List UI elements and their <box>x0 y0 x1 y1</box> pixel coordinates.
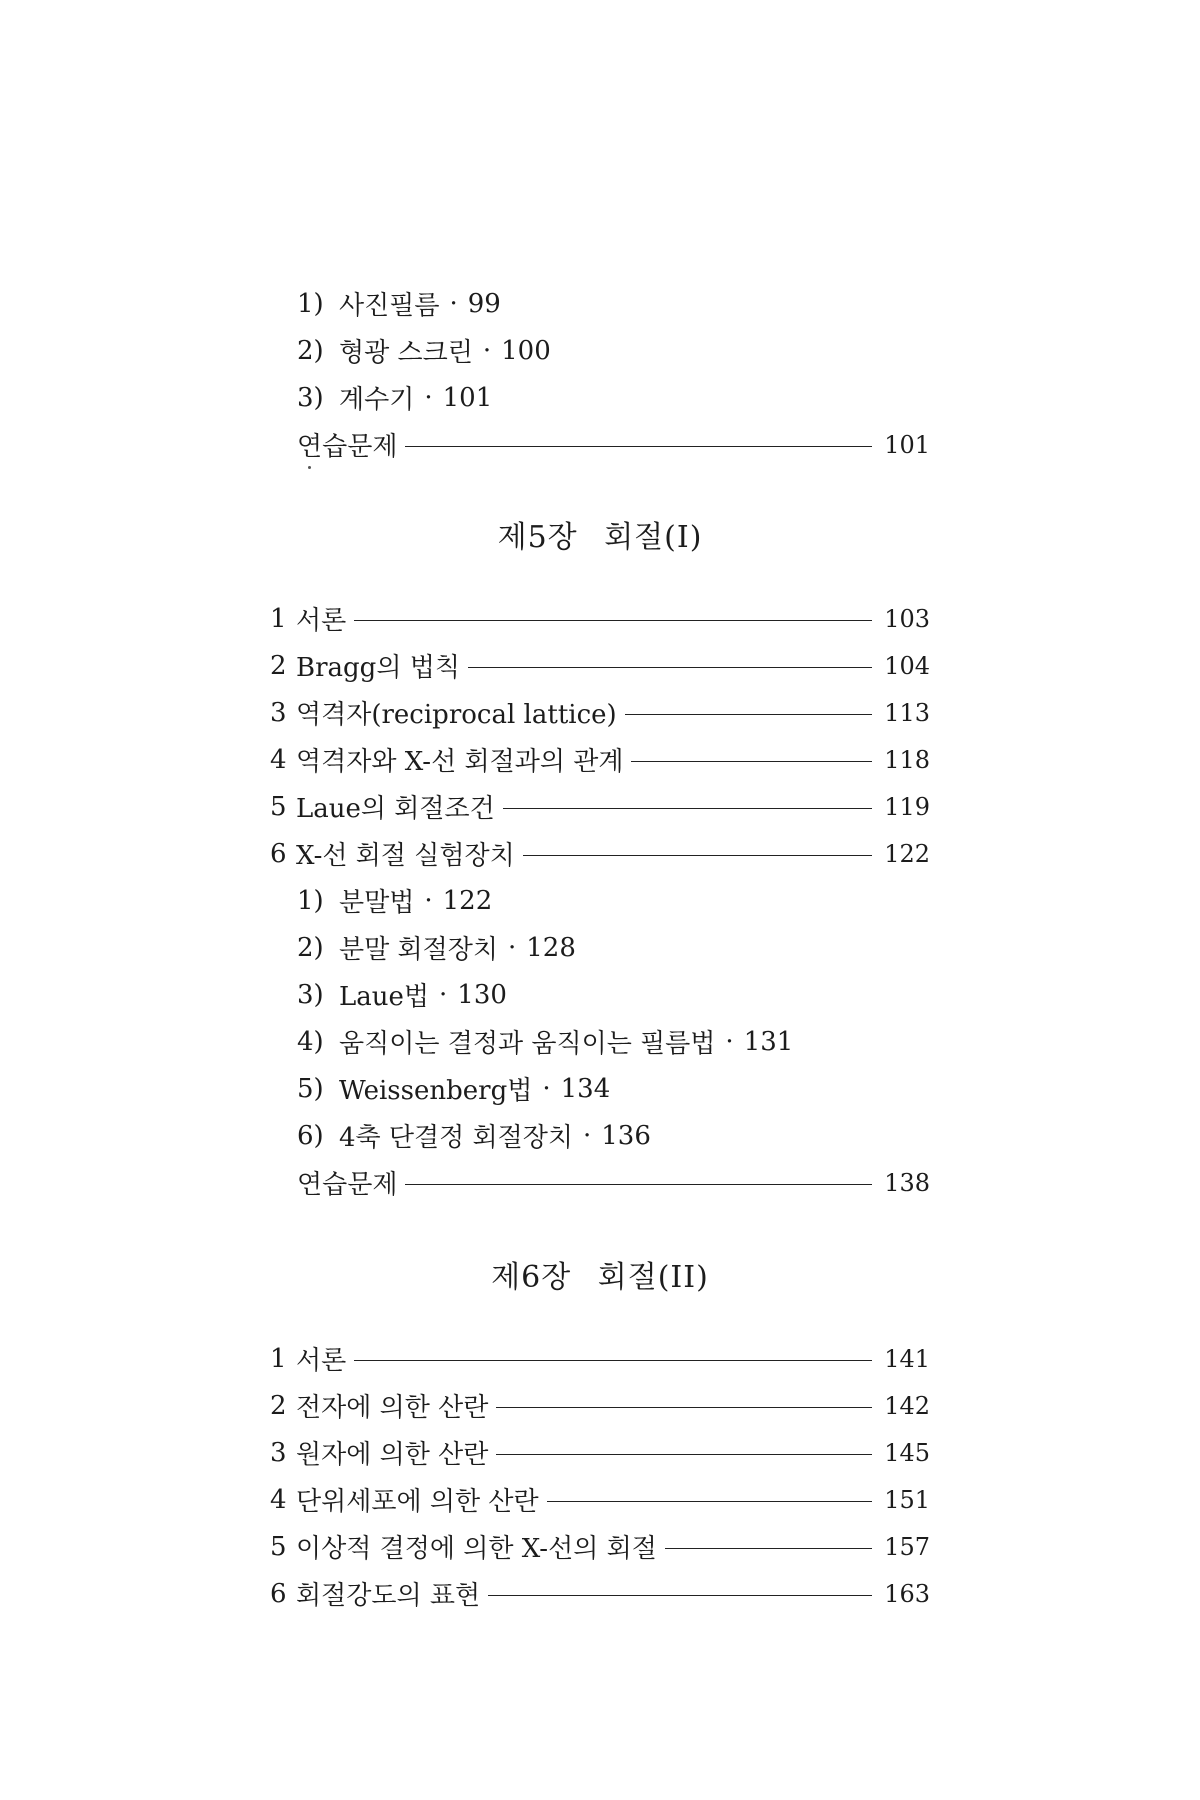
entry-page-number: 145 <box>884 1438 930 1467</box>
subitem-number: 2) <box>297 932 324 963</box>
entry-page-number: 138 <box>884 1168 930 1197</box>
leader-line <box>354 620 872 621</box>
subitem-page: 136 <box>601 1120 651 1151</box>
entry-label: 역격자(reciprocal lattice) <box>296 700 617 730</box>
toc-entry[interactable] <box>0 1429 1200 1476</box>
exercise-label: 연습문제 <box>297 1170 398 1200</box>
toc-subitem[interactable] <box>0 1065 1200 1112</box>
toc-subitem[interactable] <box>0 1018 1200 1065</box>
toc-entry[interactable] <box>0 830 1200 877</box>
chapter-5-heading <box>0 512 1200 556</box>
entry-page-number: 104 <box>884 651 930 680</box>
entry-page-number: 151 <box>884 1485 930 1514</box>
leader-line <box>631 761 872 762</box>
bullet-separator: · <box>583 1120 592 1151</box>
subitem-page: 134 <box>560 1073 611 1104</box>
subitem-page: 130 <box>457 979 507 1010</box>
toc-entry[interactable] <box>0 642 1200 689</box>
subitem-page: 99 <box>467 288 501 319</box>
entry-page-number: 122 <box>884 839 930 868</box>
subitem-label: Laue법 <box>339 982 430 1012</box>
entry-label: 전자에 의한 산란 <box>296 1393 489 1423</box>
bullet-separator: · <box>542 1073 551 1104</box>
entry-number: 1 <box>270 603 287 634</box>
toc-exercise-entry[interactable] <box>0 1159 1200 1206</box>
entry-label: 이상적 결정에 의한 X-선의 회절 <box>296 1534 657 1564</box>
exercise-label: 연습문제 <box>297 432 398 462</box>
entry-number: 3 <box>270 1437 287 1468</box>
subitem-label: 분말법 <box>339 888 415 918</box>
bullet-separator: · <box>424 382 433 413</box>
entry-label: X-선 회절 실험장치 <box>296 841 515 871</box>
stray-dot <box>308 466 311 469</box>
leader-line <box>496 1454 872 1455</box>
entry-page-number: 142 <box>884 1391 930 1420</box>
subitem-number: 3) <box>297 979 324 1010</box>
entry-label: 원자에 의한 산란 <box>296 1440 489 1470</box>
toc-subitem[interactable] <box>0 877 1200 924</box>
leader-line <box>625 714 873 715</box>
chapter-6-heading <box>0 1252 1200 1296</box>
bullet-separator: · <box>482 335 492 366</box>
toc-entry[interactable] <box>0 1335 1200 1382</box>
entry-label: 회절강도의 표현 <box>296 1581 481 1611</box>
toc-entry[interactable] <box>0 1523 1200 1570</box>
subitem-page: 128 <box>526 932 576 963</box>
chapter-title: 회절(II) <box>597 1260 709 1295</box>
subitem-label: Weissenberg법 <box>339 1076 533 1106</box>
entry-number: 6 <box>270 1578 287 1609</box>
entry-label: 서론 <box>296 1346 347 1376</box>
toc-entry[interactable] <box>0 1570 1200 1617</box>
toc-subitem[interactable] <box>0 374 1200 421</box>
subitem-label: 분말 회절장치 <box>339 935 498 965</box>
entry-page-number: 103 <box>884 604 930 633</box>
entry-number: 3 <box>270 697 287 728</box>
toc-entry[interactable] <box>0 783 1200 830</box>
subitem-label: 사진필름 <box>339 291 440 321</box>
entry-page-number: 101 <box>884 430 930 459</box>
subitem-page: 122 <box>442 885 493 916</box>
leader-line <box>523 855 872 856</box>
toc-subitem[interactable] <box>0 280 1200 327</box>
toc-exercise-entry[interactable] <box>0 421 1200 468</box>
toc-subitem[interactable] <box>0 327 1200 374</box>
entry-page-number: 118 <box>884 745 930 774</box>
entry-page-number: 163 <box>884 1579 930 1608</box>
leader-line <box>503 808 872 809</box>
leader-line <box>354 1360 872 1361</box>
leader-line <box>665 1548 872 1549</box>
entry-number: 5 <box>270 1531 287 1562</box>
leader-line <box>405 1184 872 1185</box>
chapter-6-entries <box>0 1335 1200 1617</box>
subitem-number: 1) <box>297 885 324 916</box>
entry-label: 서론 <box>296 606 347 636</box>
leader-line <box>468 667 872 668</box>
entry-number: 2 <box>270 650 287 681</box>
bullet-separator: · <box>507 932 517 963</box>
entry-number: 6 <box>270 838 287 869</box>
subitem-page: 131 <box>743 1026 794 1057</box>
subitem-label: 형광 스크린 <box>339 338 473 368</box>
entry-page-number: 119 <box>884 792 930 821</box>
subitem-number: 6) <box>297 1120 324 1151</box>
entry-number: 4 <box>270 1484 287 1515</box>
top-section <box>0 280 1200 468</box>
subitem-number: 5) <box>297 1073 324 1104</box>
toc-subitem[interactable] <box>0 1112 1200 1159</box>
toc-entry[interactable] <box>0 595 1200 642</box>
chapter-title: 회절(I) <box>604 520 703 555</box>
toc-subitem[interactable] <box>0 971 1200 1018</box>
toc-entry[interactable] <box>0 689 1200 736</box>
entry-label: Bragg의 법칙 <box>296 653 460 683</box>
entry-label: 역격자와 X-선 회절과의 관계 <box>296 747 624 777</box>
leader-line <box>488 1595 872 1596</box>
toc-entry[interactable] <box>0 736 1200 783</box>
chapter-5-entries <box>0 595 1200 1206</box>
subitem-number: 1) <box>297 288 324 319</box>
entry-label: Laue의 회절조건 <box>296 794 495 824</box>
subitem-number: 3) <box>297 382 324 413</box>
subitem-label: 계수기 <box>339 385 415 415</box>
entry-page-number: 157 <box>884 1532 930 1561</box>
leader-line <box>496 1407 872 1408</box>
subitem-number: 4) <box>297 1026 324 1057</box>
entry-number: 2 <box>270 1390 287 1421</box>
entry-number: 5 <box>270 791 287 822</box>
subitem-number: 2) <box>297 335 324 366</box>
toc-entry[interactable] <box>0 1476 1200 1523</box>
bullet-separator: · <box>424 885 433 916</box>
leader-line <box>547 1501 873 1502</box>
entry-page-number: 141 <box>884 1344 930 1373</box>
subitem-label: 4축 단결정 회절장치 <box>339 1123 573 1153</box>
toc-subitem[interactable] <box>0 924 1200 971</box>
subitem-label: 움직이는 결정과 움직이는 필름법 <box>339 1029 716 1059</box>
toc-entry[interactable] <box>0 1382 1200 1429</box>
entry-page-number: 113 <box>884 698 930 727</box>
bullet-separator: · <box>439 979 448 1010</box>
leader-line <box>405 446 872 447</box>
subitem-page: 100 <box>501 335 551 366</box>
chapter-number: 제5장 <box>497 520 578 555</box>
chapter-number: 제6장 <box>491 1260 572 1295</box>
entry-number: 1 <box>270 1343 287 1374</box>
entry-number: 4 <box>270 744 287 775</box>
subitem-page: 101 <box>442 382 493 413</box>
entry-label: 단위세포에 의한 산란 <box>296 1487 539 1517</box>
bullet-separator: · <box>725 1026 734 1057</box>
bullet-separator: · <box>449 288 458 319</box>
